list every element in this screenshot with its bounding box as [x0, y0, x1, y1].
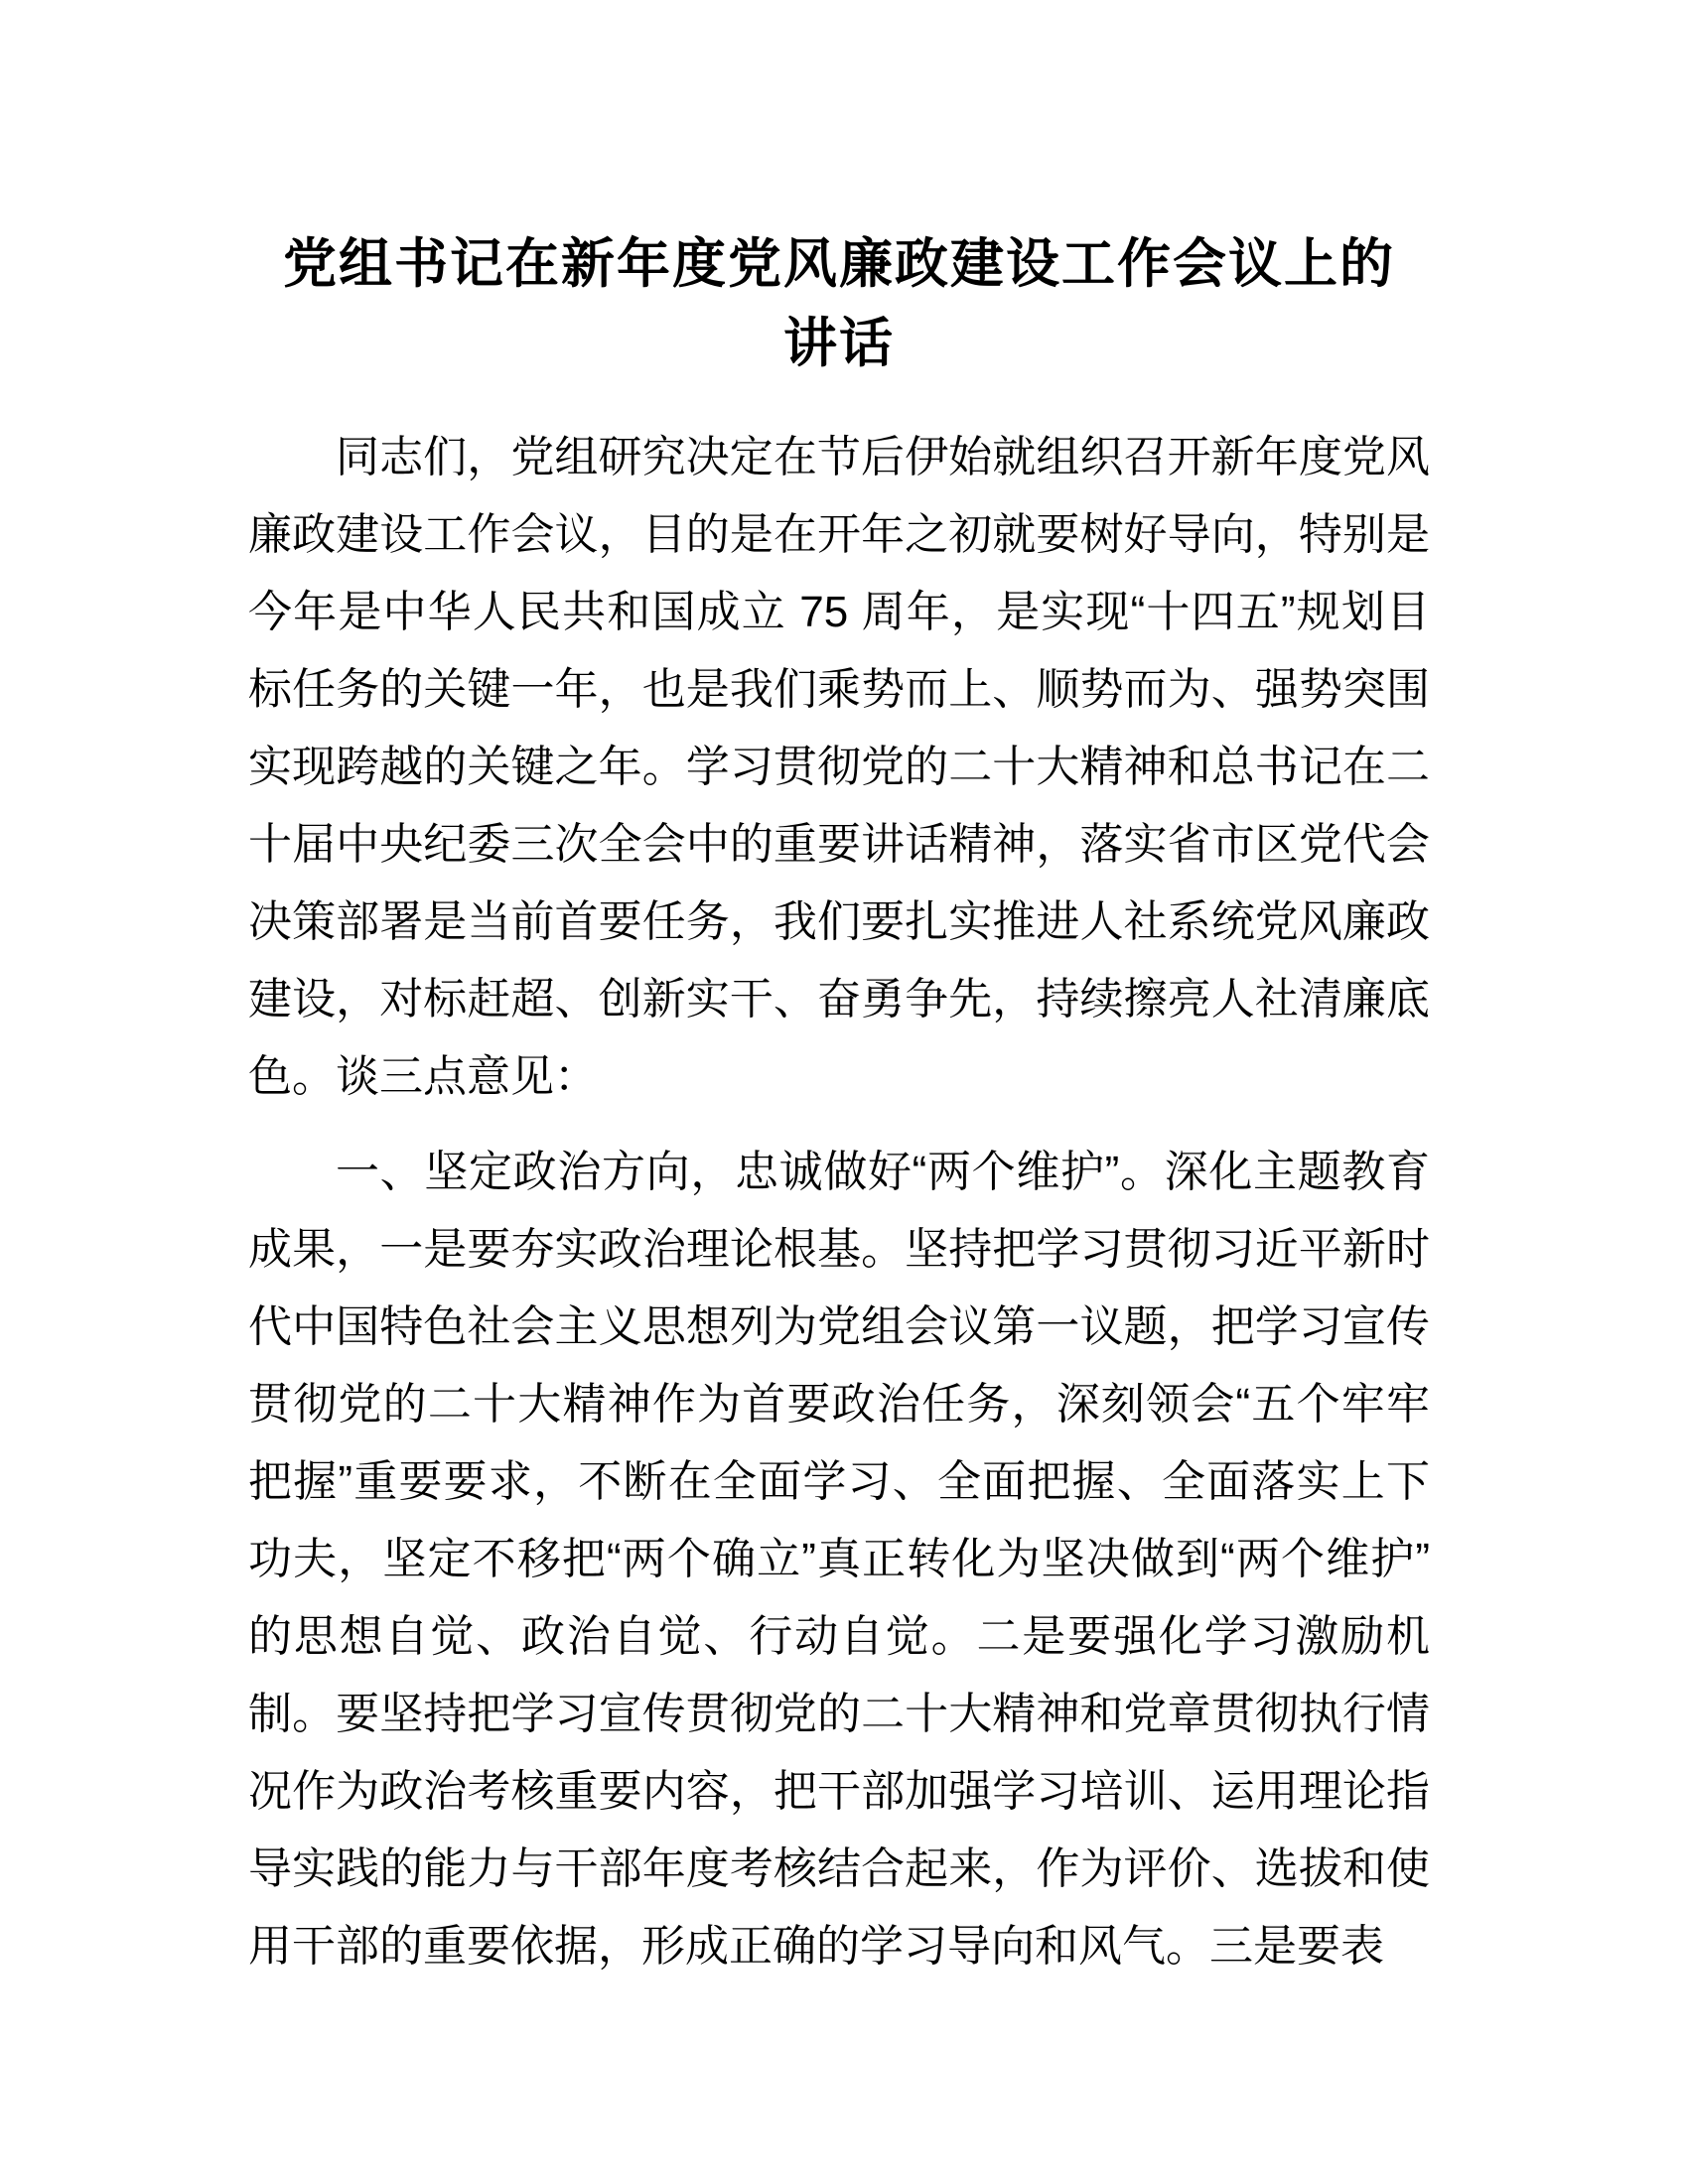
document-body — [248, 419, 1430, 1985]
paragraph-2: 一、坚定政治方向，忠诚做好“两个维护”。深化主题教育成果，一是要夯实政治理论根基。坚持把学习贯彻习近平新时代中国特色社会主义思想列为党组会议第一议题，把学习宣传贯彻党的二十大精神作为首要政治任务，深刻领会“五个牢牢把握”重要要求，不断在全面学习、全面把握、全面落实上下功夫，坚定不移把“两个确立”真正转化为坚决做到“两个维护”的思想自觉、政治自觉、行动自觉。二是要强化学习激励机制。要坚持把学习宣传贯彻党的二十大精神和党章贯彻执行情况作为政治考核重要内容，把干部加强学习培训、运用理论指导实践的能力与干部年度考核结合起来，作为评价、选拔和使用干部的重要依据，形成正确的学习导向和风气。三是要表 — [248, 1148, 1430, 1972]
title-line-1: 党组书记在新年度党风廉政建设工作会议上的 — [283, 234, 1395, 295]
page-title — [248, 224, 1430, 383]
document-content — [248, 189, 1430, 2003]
title-line-2: 讲话 — [783, 314, 895, 374]
paragraph-1: 同志们，党组研究决定在节后伊始就组织召开新年度党风廉政建设工作会议，目的是在开年之初就要树好导向，特别是今年是中华人民共和国成立 75 周年，是实现“十四五”规划目标任务的关键一年，也是我们乘势而上、顺势而为、强势突围实现跨越的关键之年。学习贯彻党的二十大精神和总书记在二十届中央纪委三次全会中的重要讲话精神，落实省市区党代会决策部署是当前首要任务，我们要扎实推进人社系统党风廉政建设，对标赶超、创新实干、奋勇争先，持续擦亮人社清廉底色。谈三点意见： — [248, 433, 1430, 1102]
